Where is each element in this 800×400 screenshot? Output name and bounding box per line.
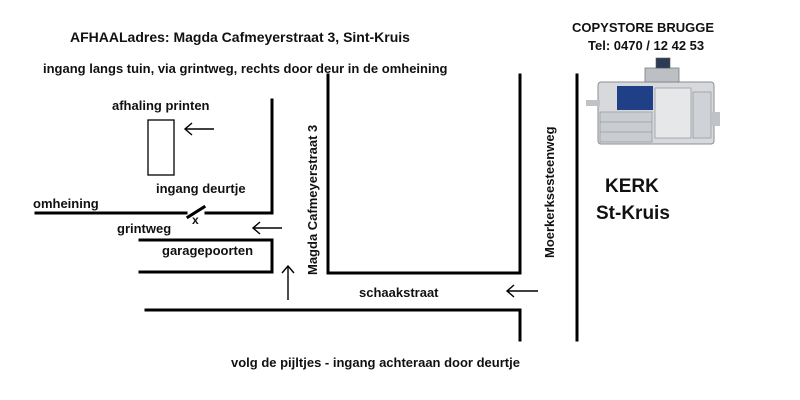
street-main-label: Magda Cafmeyerstraat 3 xyxy=(305,124,320,275)
road-edge-center xyxy=(328,75,520,273)
footer-note: volg de pijltjes - ingang achteraan door deurtje xyxy=(231,355,520,370)
store-phone: Tel: 0470 / 12 42 53 xyxy=(588,38,705,53)
store-name: COPYSTORE BRUGGE xyxy=(572,20,715,35)
pickup-address: AFHAALadres: Magda Cafmeyerstraat 3, Sint-Kruis xyxy=(70,29,410,45)
gate-label: ingang deurtje xyxy=(156,181,246,196)
pickup-label: afhaling printen xyxy=(112,98,210,113)
door-mark: x xyxy=(192,213,199,227)
pickup-box xyxy=(148,120,174,175)
fence-label: omheining xyxy=(33,196,99,211)
directions-note: ingang langs tuin, via grintweg, rechts door deur in de omheining xyxy=(43,61,448,76)
church-label-line1: KERK xyxy=(605,176,659,197)
street-bottom-label: schaakstraat xyxy=(359,285,439,300)
garage-label: garagepoorten xyxy=(162,243,254,258)
gravel-road-label: grintweg xyxy=(117,221,172,236)
church-label-line2: St-Kruis xyxy=(596,203,670,224)
street-right-label: Moerkerksesteenweg xyxy=(542,126,557,258)
road-edge-bottom-left xyxy=(146,310,520,340)
copier-machine-icon xyxy=(586,58,720,144)
